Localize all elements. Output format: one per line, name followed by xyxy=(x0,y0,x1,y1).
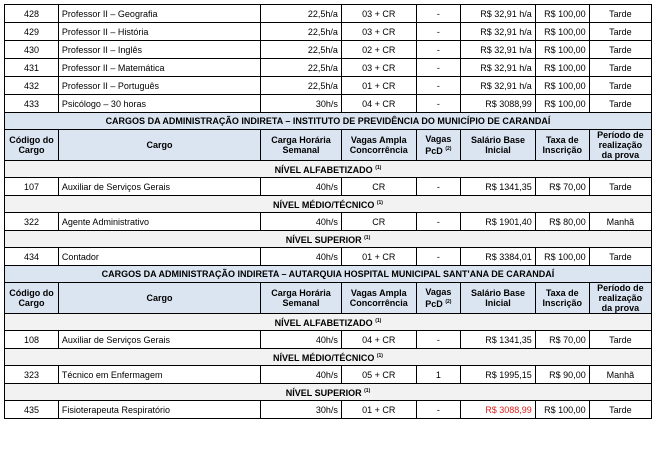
table-row xyxy=(5,178,652,196)
code-cell: 435 xyxy=(5,401,59,419)
carga-cell: 22,5h/a xyxy=(261,77,342,95)
column-header-label: Código do Cargo xyxy=(9,288,54,308)
column-header-label: Cargo xyxy=(146,140,173,150)
code-cell: 322 xyxy=(5,213,59,231)
cargo-cell: Auxiliar de Serviços Gerais xyxy=(58,178,260,196)
level-heading-row xyxy=(5,349,652,366)
column-header-label: Código do Cargo xyxy=(9,135,54,155)
column-header-periodo xyxy=(589,130,651,161)
taxa-cell: R$ 100,00 xyxy=(535,23,589,41)
level-heading-label: NÍVEL MÉDIO/TÉCNICO xyxy=(273,200,375,210)
column-header-ampla xyxy=(341,130,416,161)
carga-cell: 40h/s xyxy=(261,248,342,266)
level-heading-row xyxy=(5,314,652,331)
level-heading-label: NÍVEL MÉDIO/TÉCNICO xyxy=(273,353,375,363)
cargo-cell: Fisioterapeuta Respiratório xyxy=(58,401,260,419)
table-row xyxy=(5,366,652,384)
code-cell: 428 xyxy=(5,5,59,23)
column-header-label: Período de realização da prova xyxy=(597,283,644,313)
column-header-row xyxy=(5,130,652,161)
salario-cell: R$ 1901,40 xyxy=(461,213,536,231)
carga-cell: 22,5h/a xyxy=(261,41,342,59)
footnote-marker: (1) xyxy=(376,353,383,359)
column-header-row xyxy=(5,283,652,314)
code-cell: 430 xyxy=(5,41,59,59)
column-header-label: Cargo xyxy=(146,293,173,303)
level-heading xyxy=(5,349,652,366)
periodo-cell: Tarde xyxy=(589,5,651,23)
periodo-cell: Tarde xyxy=(589,77,651,95)
footnote-marker: (2) xyxy=(445,299,452,305)
level-heading xyxy=(5,384,652,401)
salario-cell: R$ 3384,01 xyxy=(461,248,536,266)
pcd-cell: - xyxy=(416,59,461,77)
column-header-salario xyxy=(461,283,536,314)
column-header-cargo xyxy=(58,283,260,314)
code-cell: 429 xyxy=(5,23,59,41)
table-row xyxy=(5,5,652,23)
column-header-label: Carga Horária Semanal xyxy=(271,288,331,308)
pcd-cell: - xyxy=(416,77,461,95)
footnote-marker: (1) xyxy=(364,235,371,241)
taxa-cell: R$ 100,00 xyxy=(535,59,589,77)
level-heading-row xyxy=(5,384,652,401)
cargo-cell: Professor II – Inglês xyxy=(58,41,260,59)
table-row xyxy=(5,77,652,95)
cargo-cell: Psicólogo – 30 horas xyxy=(58,95,260,113)
level-heading xyxy=(5,196,652,213)
level-heading-label: NÍVEL SUPERIOR xyxy=(285,388,362,398)
carga-cell: 22,5h/a xyxy=(261,23,342,41)
ampla-cell: 01 + CR xyxy=(341,248,416,266)
pcd-cell: - xyxy=(416,95,461,113)
carga-cell: 30h/s xyxy=(261,401,342,419)
ampla-cell: 01 + CR xyxy=(341,401,416,419)
periodo-cell: Tarde xyxy=(589,23,651,41)
ampla-cell: 03 + CR xyxy=(341,23,416,41)
cargo-cell: Técnico em Enfermagem xyxy=(58,366,260,384)
code-cell: 434 xyxy=(5,248,59,266)
periodo-cell: Manhã xyxy=(589,366,651,384)
level-heading-row xyxy=(5,196,652,213)
column-header-periodo xyxy=(589,283,651,314)
code-cell: 107 xyxy=(5,178,59,196)
cargo-cell: Professor II – História xyxy=(58,23,260,41)
salario-cell: R$ 32,91 h/a xyxy=(461,59,536,77)
level-heading-label: NÍVEL SUPERIOR xyxy=(285,235,362,245)
ampla-cell: CR xyxy=(341,213,416,231)
taxa-cell: R$ 100,00 xyxy=(535,95,589,113)
periodo-cell: Tarde xyxy=(589,178,651,196)
column-header-pcd xyxy=(416,283,461,314)
column-header-label: Taxa de Inscrição xyxy=(542,135,583,155)
ampla-cell: 01 + CR xyxy=(341,77,416,95)
pcd-cell: - xyxy=(416,41,461,59)
ampla-cell: CR xyxy=(341,178,416,196)
section-title-label: CARGOS DA ADMINISTRAÇÃO INDIRETA – INSTITUTO DE PREVIDÊNCIA DO MUNICÍPIO DE CARANDAÍ xyxy=(105,116,551,126)
table-row xyxy=(5,95,652,113)
salario-cell: R$ 1341,35 xyxy=(461,178,536,196)
column-header-codigo xyxy=(5,283,59,314)
salario-cell: R$ 32,91 h/a xyxy=(461,23,536,41)
taxa-cell: R$ 100,00 xyxy=(535,248,589,266)
column-header-label: Salário Base Inicial xyxy=(470,135,525,155)
section-title-label: CARGOS DA ADMINISTRAÇÃO INDIRETA – AUTARQUIA HOSPITAL MUNICIPAL SANT'ANA DE CARANDAÍ xyxy=(101,269,555,279)
column-header-label: Vagas Ampla Concorrência xyxy=(349,135,408,155)
column-header-carga xyxy=(261,283,342,314)
carga-cell: 40h/s xyxy=(261,331,342,349)
table-row xyxy=(5,401,652,419)
column-header-taxa xyxy=(535,130,589,161)
taxa-cell: R$ 70,00 xyxy=(535,331,589,349)
footnote-marker: (1) xyxy=(375,318,382,324)
cargo-cell: Auxiliar de Serviços Gerais xyxy=(58,331,260,349)
column-header-ampla xyxy=(341,283,416,314)
periodo-cell: Manhã xyxy=(589,213,651,231)
column-header-label: Salário Base Inicial xyxy=(470,288,525,308)
code-cell: 432 xyxy=(5,77,59,95)
code-cell: 433 xyxy=(5,95,59,113)
taxa-cell: R$ 70,00 xyxy=(535,178,589,196)
salario-cell: R$ 1341,35 xyxy=(461,331,536,349)
column-header-label: Vagas PcD xyxy=(425,134,452,156)
table-row xyxy=(5,59,652,77)
section-title xyxy=(5,266,652,283)
column-header-label: Carga Horária Semanal xyxy=(271,135,331,155)
pcd-cell: 1 xyxy=(416,366,461,384)
taxa-cell: R$ 90,00 xyxy=(535,366,589,384)
column-header-taxa xyxy=(535,283,589,314)
level-heading xyxy=(5,161,652,178)
ampla-cell: 02 + CR xyxy=(341,41,416,59)
pcd-cell: - xyxy=(416,331,461,349)
section-title xyxy=(5,113,652,130)
pcd-cell: - xyxy=(416,5,461,23)
cargo-cell: Agente Administrativo xyxy=(58,213,260,231)
taxa-cell: R$ 100,00 xyxy=(535,41,589,59)
periodo-cell: Tarde xyxy=(589,331,651,349)
cargo-cell: Professor II – Português xyxy=(58,77,260,95)
carga-cell: 22,5h/a xyxy=(261,5,342,23)
level-heading xyxy=(5,231,652,248)
periodo-cell: Tarde xyxy=(589,59,651,77)
ampla-cell: 05 + CR xyxy=(341,366,416,384)
taxa-cell: R$ 100,00 xyxy=(535,77,589,95)
column-header-carga xyxy=(261,130,342,161)
footnote-marker: (1) xyxy=(376,200,383,206)
ampla-cell: 04 + CR xyxy=(341,331,416,349)
salario-cell: R$ 32,91 h/a xyxy=(461,77,536,95)
section-title-row xyxy=(5,113,652,130)
table-row xyxy=(5,331,652,349)
column-header-cargo xyxy=(58,130,260,161)
level-heading-label: NÍVEL ALFABETIZADO xyxy=(274,165,373,175)
pcd-cell: - xyxy=(416,248,461,266)
pcd-cell: - xyxy=(416,401,461,419)
ampla-cell: 03 + CR xyxy=(341,59,416,77)
periodo-cell: Tarde xyxy=(589,95,651,113)
pcd-cell: - xyxy=(416,213,461,231)
section-title-row xyxy=(5,266,652,283)
table-row xyxy=(5,41,652,59)
periodo-cell: Tarde xyxy=(589,41,651,59)
pcd-cell: - xyxy=(416,23,461,41)
carga-cell: 30h/s xyxy=(261,95,342,113)
salario-cell: R$ 1995,15 xyxy=(461,366,536,384)
pcd-cell: - xyxy=(416,178,461,196)
table-row xyxy=(5,23,652,41)
cargo-cell: Professor II – Geografia xyxy=(58,5,260,23)
salario-cell: R$ 32,91 h/a xyxy=(461,5,536,23)
carga-cell: 40h/s xyxy=(261,178,342,196)
footnote-marker: (1) xyxy=(364,388,371,394)
column-header-pcd xyxy=(416,130,461,161)
table-row xyxy=(5,213,652,231)
carga-cell: 40h/s xyxy=(261,366,342,384)
periodo-cell: Tarde xyxy=(589,401,651,419)
taxa-cell: R$ 80,00 xyxy=(535,213,589,231)
periodo-cell: Tarde xyxy=(589,248,651,266)
column-header-label: Vagas Ampla Concorrência xyxy=(349,288,408,308)
column-header-label: Taxa de Inscrição xyxy=(542,288,583,308)
cargo-cell: Professor II – Matemática xyxy=(58,59,260,77)
level-heading-row xyxy=(5,161,652,178)
column-header-codigo xyxy=(5,130,59,161)
carga-cell: 40h/s xyxy=(261,213,342,231)
salario-cell: R$ 3088,99 xyxy=(461,401,536,419)
salario-cell: R$ 32,91 h/a xyxy=(461,41,536,59)
level-heading xyxy=(5,314,652,331)
level-heading-label: NÍVEL ALFABETIZADO xyxy=(274,318,373,328)
ampla-cell: 03 + CR xyxy=(341,5,416,23)
column-header-salario xyxy=(461,130,536,161)
taxa-cell: R$ 100,00 xyxy=(535,5,589,23)
column-header-label: Vagas PcD xyxy=(425,287,452,309)
carga-cell: 22,5h/a xyxy=(261,59,342,77)
footnote-marker: (2) xyxy=(445,146,452,152)
code-cell: 323 xyxy=(5,366,59,384)
ampla-cell: 04 + CR xyxy=(341,95,416,113)
vacancies-table xyxy=(4,4,652,419)
code-cell: 431 xyxy=(5,59,59,77)
column-header-label: Período de realização da prova xyxy=(597,130,644,160)
code-cell: 108 xyxy=(5,331,59,349)
footnote-marker: (1) xyxy=(375,165,382,171)
cargo-cell: Contador xyxy=(58,248,260,266)
taxa-cell: R$ 100,00 xyxy=(535,401,589,419)
salario-cell: R$ 3088,99 xyxy=(461,95,536,113)
table-row xyxy=(5,248,652,266)
level-heading-row xyxy=(5,231,652,248)
